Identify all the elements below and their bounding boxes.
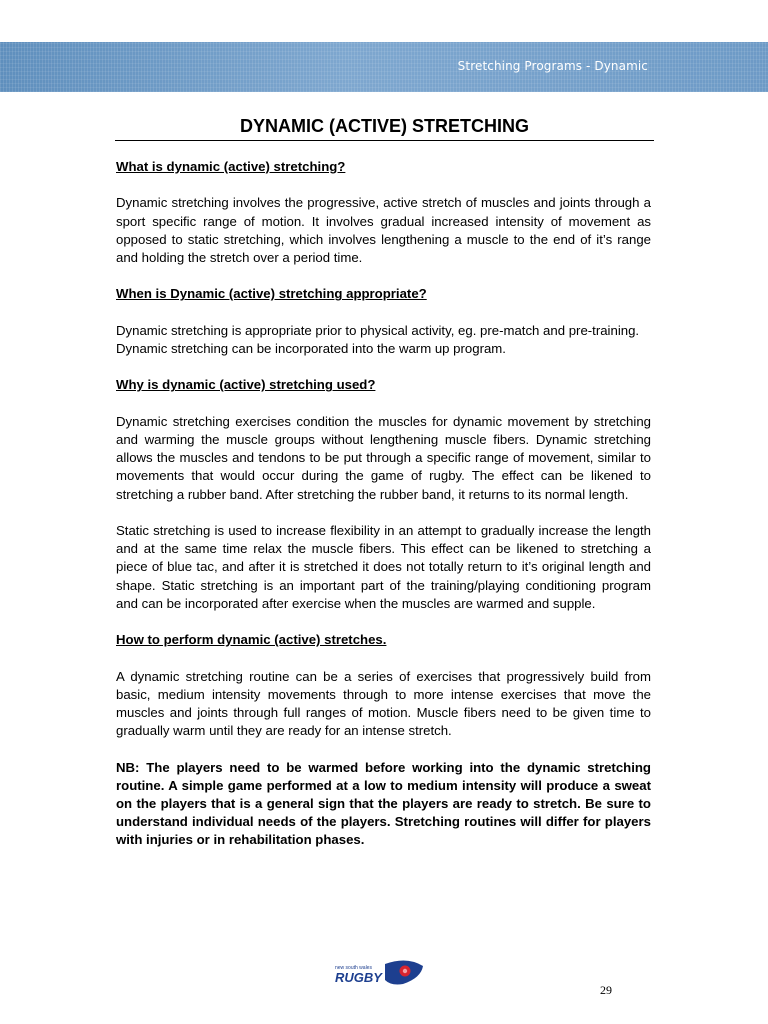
section-heading: How to perform dynamic (active) stretches. <box>116 632 387 648</box>
page-number: 29 <box>600 983 612 997</box>
paragraph: Dynamic stretching exercises condition the muscles for dynamic movement by stretching and warming the muscle groups without lengthening muscle fibers. Dynamic stretching allows the muscles and tendons to be put through a specific range of movement, similar to movements that would occur during the game of rugby. The effect can be likened to stretching a rubber band. After stretching the rubber band, it returns to its normal length. <box>116 413 651 502</box>
banner-title: Stretching Programs - Dynamic <box>457 59 648 73</box>
note-paragraph: NB: The players need to be warmed before working into the dynamic stretching routine. A simple game performed at a low to medium intensity will produce a sweat on the players that is a general sign that the players are ready to stretch. Be sure to understand individual needs of the players. Stretching routines will differ for players with injuries or in rehabilitation phases. <box>116 759 651 848</box>
paragraph: A dynamic stretching routine can be a series of exercises that progressively build from basic, medium intensity movements through to more intense exercises that move the muscles and joints through full ranges of motion. Muscle fibers need to be given time to gradually warm until they are ready for an intense stretch. <box>116 668 651 739</box>
section-heading: What is dynamic (active) stretching? <box>116 159 346 174</box>
logo-small-text: new south wales <box>335 965 372 971</box>
section-heading: When is Dynamic (active) stretching appropriate? <box>116 286 427 302</box>
section-heading: Why is dynamic (active) stretching used? <box>116 377 376 393</box>
paragraph: Dynamic stretching involves the progressive, active stretch of muscles and joints through a sport specific range of motion. It involves gradual increased intensity of movement as opposed to static stretching, which involves lengthening a muscle to the end of it’s range and holding the stretch over a period time. <box>116 195 651 265</box>
paragraph: Dynamic stretching can be incorporated into the warm up program. <box>116 340 506 356</box>
paragraph: Static stretching is used to increase flexibility in an attempt to gradually increase the length and at the same time relax the muscle fibers. This effect can be likened to stretching a piece of blue tac, and after it is stretched it does not totally return to it’s original length and shape. Static stretching is an important part of the training/playing conditioning program and can be incorporated after exercise when the muscles are warmed and supple. <box>116 522 651 611</box>
nsw-rugby-logo <box>333 958 425 990</box>
document-body <box>116 158 651 850</box>
title-divider <box>115 140 654 141</box>
logo-text: RUGBY <box>335 970 382 985</box>
paragraph: Dynamic stretching is appropriate prior to physical activity, eg. pre-match and pre-training. <box>116 322 640 338</box>
page-title: DYNAMIC (ACTIVE) STRETCHING <box>240 116 529 136</box>
header-banner <box>0 42 768 92</box>
